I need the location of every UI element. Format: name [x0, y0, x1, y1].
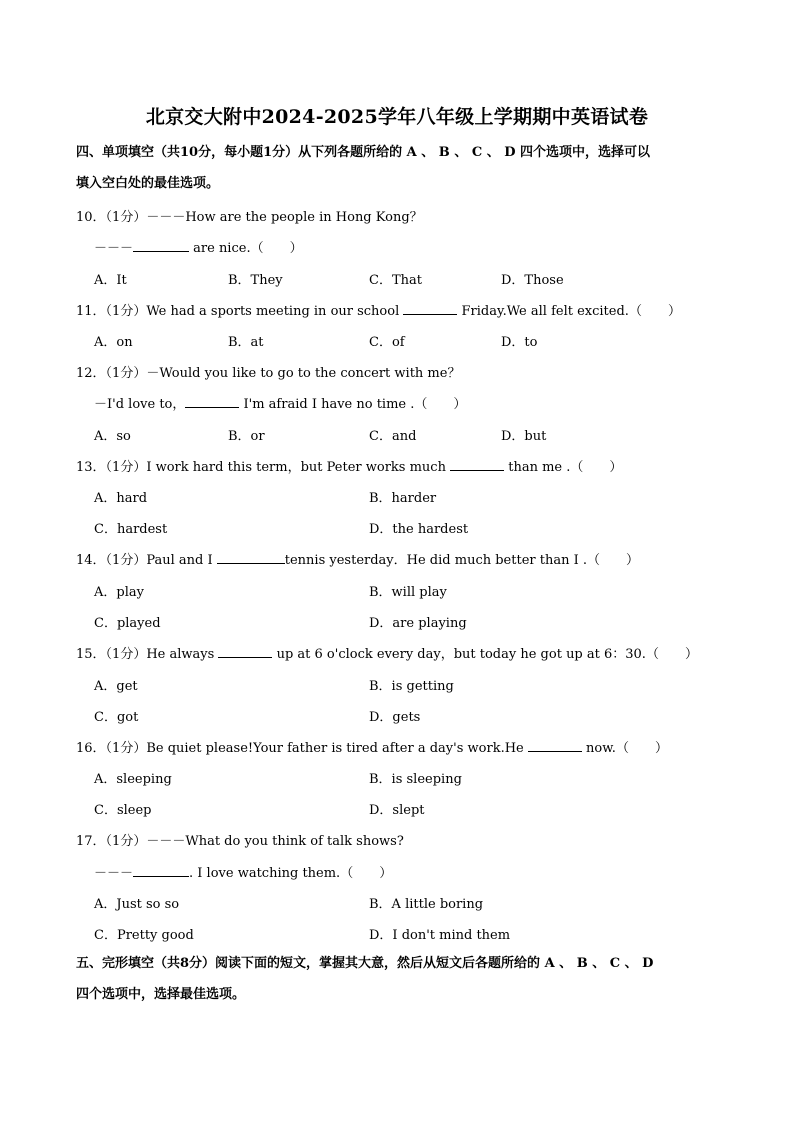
question-text: －Would you like to go to the concert with me？: [146, 366, 461, 381]
answer-parentheses[interactable]: （ ）: [570, 460, 623, 475]
option-c[interactable]: C．of: [369, 335, 405, 350]
question-text: than me .: [508, 460, 571, 475]
answer-parentheses[interactable]: （ ）: [628, 304, 681, 319]
option-d[interactable]: D．but: [501, 429, 547, 444]
option-a[interactable]: A．hard: [94, 491, 148, 506]
question-16: [76, 737, 668, 756]
question-11: [76, 300, 681, 319]
answer-blank[interactable]: [185, 395, 239, 408]
question-12: [76, 362, 460, 381]
option-a[interactable]: A．on: [94, 335, 133, 350]
option-b[interactable]: B．at: [228, 335, 264, 350]
option-b[interactable]: B．A little boring: [369, 897, 484, 912]
option-c[interactable]: C．Pretty good: [94, 928, 194, 943]
question-15: [76, 643, 698, 662]
question-text: He always: [146, 647, 215, 662]
option-a[interactable]: A．It: [94, 273, 127, 288]
question-10: [76, 206, 423, 225]
section-five-instructions: [76, 948, 720, 1010]
question-score: （1分）: [105, 210, 147, 225]
question-score: （1分）: [105, 366, 147, 381]
question-number: 15．: [76, 647, 106, 662]
option-b[interactable]: B．will play: [369, 585, 447, 600]
answer-parentheses[interactable]: （ ）: [340, 866, 393, 881]
option-d[interactable]: D．the hardest: [369, 522, 469, 537]
question-13: [76, 456, 622, 475]
option-d[interactable]: D．gets: [369, 710, 421, 725]
option-a[interactable]: A．so: [94, 429, 131, 444]
question-number: 17．: [76, 834, 106, 849]
option-c[interactable]: C．That: [369, 273, 422, 288]
option-d[interactable]: D．are playing: [369, 616, 467, 631]
answer-blank[interactable]: [528, 739, 582, 752]
question-score: （1分）: [105, 647, 147, 662]
question-number: 16．: [76, 741, 106, 756]
question-score: （1分）: [105, 460, 147, 475]
question-10-line-2: [94, 237, 303, 256]
question-text: are nice.: [189, 241, 251, 256]
option-d[interactable]: D．to: [501, 335, 538, 350]
question-score: （1分）: [105, 834, 147, 849]
option-c[interactable]: C．played: [94, 616, 161, 631]
question-number: 11．: [76, 304, 106, 319]
answer-parentheses[interactable]: （ ）: [250, 241, 303, 256]
answer-blank[interactable]: [133, 864, 189, 877]
section-five-line-1: 五、完形填空（共8分）阅读下面的短文，掌握其大意，然后从短文后各题所给的 A 、 B 、 C 、 D: [76, 956, 654, 971]
answer-parentheses[interactable]: （ ）: [645, 647, 698, 662]
answer-blank[interactable]: [403, 302, 457, 315]
option-b[interactable]: B．They: [228, 273, 283, 288]
question-text: Paul and I: [146, 553, 213, 568]
question-text: I work hard this term，but Peter works much: [146, 460, 446, 475]
question-number: 12．: [76, 366, 106, 381]
question-score: （1分）: [105, 553, 147, 568]
option-a[interactable]: A．sleeping: [94, 772, 172, 787]
answer-parentheses[interactable]: （ ）: [615, 741, 668, 756]
question-text: tennis yesterday．He did much better than I .: [284, 553, 587, 568]
page-title: 北京交大附中2024-2025学年八年级上学期期中英语试卷: [145, 106, 649, 128]
option-c[interactable]: C．sleep: [94, 803, 152, 818]
question-text: . I love watching them.: [189, 866, 341, 881]
question-number: 14．: [76, 553, 106, 568]
question-text: －－－What do you think of talk shows?: [146, 834, 404, 849]
option-b[interactable]: B．is sleeping: [369, 772, 462, 787]
question-score: （1分）: [105, 741, 147, 756]
section-four-instructions: [76, 137, 720, 199]
question-text: Be quiet please!Your father is tired after a day's work.He: [146, 741, 524, 756]
question-17-line-2: [94, 862, 392, 881]
question-12-line-2: [94, 393, 466, 412]
question-17: [76, 830, 404, 849]
option-c[interactable]: C．got: [94, 710, 139, 725]
option-b[interactable]: B．or: [228, 429, 265, 444]
option-a[interactable]: A．play: [94, 585, 144, 600]
dialogue-dashes: －－－: [94, 241, 134, 256]
section-four-line-1: 四、单项填空（共10分，每小题1分）从下列各题所给的 A 、 B 、 C 、 D 四个选项中，选择可以: [76, 145, 651, 160]
option-d[interactable]: D．Those: [501, 273, 564, 288]
section-four-line-2: 填入空白处的最佳选项。: [76, 176, 220, 191]
question-text: Friday.We all felt excited.: [461, 304, 629, 319]
option-c[interactable]: C．and: [369, 429, 417, 444]
question-text: up at 6 o'clock every day，but today he got up at 6：30.: [276, 647, 646, 662]
option-b[interactable]: B．harder: [369, 491, 437, 506]
question-text: now.: [586, 741, 616, 756]
answer-parentheses[interactable]: （ ）: [414, 397, 467, 412]
answer-blank[interactable]: [133, 239, 189, 252]
option-b[interactable]: B．is getting: [369, 679, 454, 694]
question-text: －－－How are the people in Hong Kong？: [146, 210, 423, 225]
question-text: I'm afraid I have no time .: [239, 397, 415, 412]
option-d[interactable]: D．slept: [369, 803, 425, 818]
question-number: 10．: [76, 210, 106, 225]
answer-blank[interactable]: [218, 645, 272, 658]
section-five-line-2: 四个选项中，选择最佳选项。: [76, 987, 246, 1002]
question-text: We had a sports meeting in our school: [146, 304, 400, 319]
option-d[interactable]: D．I don't mind them: [369, 928, 511, 943]
option-a[interactable]: A．Just so so: [94, 897, 180, 912]
dialogue-dashes: －－－: [94, 866, 134, 881]
question-14: [76, 549, 639, 568]
answer-blank[interactable]: [217, 551, 285, 564]
answer-blank[interactable]: [450, 458, 504, 471]
question-score: （1分）: [105, 304, 147, 319]
question-number: 13．: [76, 460, 106, 475]
answer-parentheses[interactable]: （ ）: [586, 553, 639, 568]
question-text: －I'd love to，: [94, 397, 186, 412]
option-a[interactable]: A．get: [94, 679, 138, 694]
option-c[interactable]: C．hardest: [94, 522, 168, 537]
